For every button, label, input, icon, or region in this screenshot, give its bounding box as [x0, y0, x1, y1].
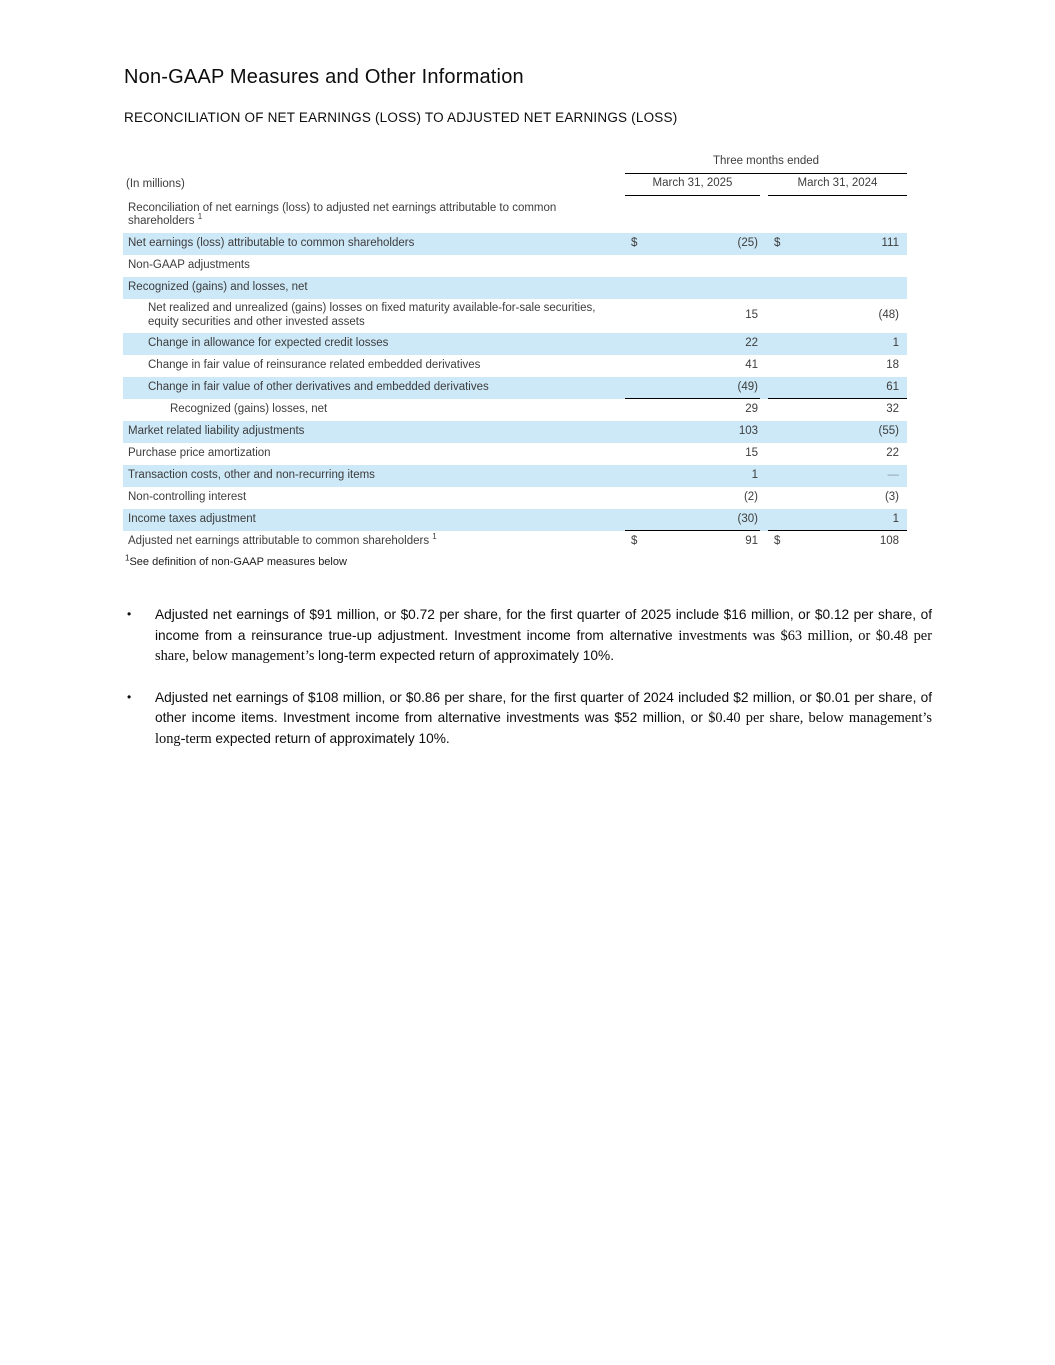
value-column-gap	[760, 531, 768, 553]
bullet-marker: •	[127, 689, 132, 704]
value-cell-2025	[625, 377, 760, 399]
value-text: 103	[738, 425, 758, 438]
table-row	[123, 465, 907, 487]
value-column-gap	[760, 299, 768, 334]
value-cell-2025	[625, 333, 760, 355]
row-label	[123, 333, 625, 355]
value-cell-2025	[625, 198, 760, 233]
value-column-gap	[760, 377, 768, 399]
footnote-superscript: 1	[125, 553, 130, 563]
table-row	[123, 487, 907, 509]
column-gap	[760, 177, 768, 196]
row-label	[123, 299, 625, 334]
row-label	[123, 277, 625, 299]
row-label	[123, 233, 625, 255]
value-cell-2025	[625, 487, 760, 509]
value-cell-2024	[768, 377, 907, 399]
bullet-text-segment: expected return of approximately 10%.	[215, 730, 450, 746]
row-label	[123, 355, 625, 377]
table-row	[123, 233, 907, 255]
value-text: (30)	[737, 512, 758, 525]
value-text: 18	[886, 359, 899, 372]
row-label-text: Change in fair value of reinsurance related embedded derivatives	[148, 359, 481, 371]
table-row	[123, 509, 907, 531]
value-cell-2024	[768, 531, 907, 553]
value-text: 22	[886, 447, 899, 460]
value-column-gap	[760, 509, 768, 531]
currency-symbol: $	[774, 535, 781, 548]
bullet-text	[155, 605, 932, 667]
bullet-item	[124, 688, 932, 750]
row-label-text: Adjusted net earnings attributable to common shareholders $^1$	[128, 532, 437, 547]
value-column-gap	[760, 399, 768, 421]
commentary-bullets	[124, 605, 932, 770]
table-row	[123, 198, 907, 233]
table-row	[123, 443, 907, 465]
value-cell-2024	[768, 255, 907, 277]
value-cell-2024	[768, 233, 907, 255]
value-cell-2025	[625, 443, 760, 465]
column-headers	[625, 177, 907, 196]
value-cell-2025	[625, 277, 760, 299]
row-label-text: Income taxes adjustment	[128, 513, 256, 525]
units-label: (In millions)	[126, 178, 185, 190]
value-cell-2024	[768, 399, 907, 421]
value-cell-2024	[768, 443, 907, 465]
value-cell-2024	[768, 465, 907, 487]
value-cell-2024	[768, 487, 907, 509]
value-text: 1	[751, 469, 758, 482]
value-column-gap	[760, 277, 768, 299]
currency-symbol: $	[631, 535, 638, 548]
value-column-gap	[760, 333, 768, 355]
value-cell-2024	[768, 421, 907, 443]
table-row	[123, 399, 907, 421]
row-label-superscript: 1	[432, 532, 437, 542]
page-title: Non-GAAP Measures and Other Information	[124, 66, 524, 88]
value-text: (2)	[743, 491, 758, 504]
table-row	[123, 377, 907, 399]
value-cell-2024	[768, 277, 907, 299]
value-text: —	[887, 469, 899, 482]
value-text: 61	[886, 380, 899, 393]
row-label	[123, 509, 625, 531]
table-row	[123, 255, 907, 277]
row-label-text: Market related liability adjustments	[128, 425, 305, 437]
row-label-text: Change in allowance for expected credit losses	[148, 337, 389, 349]
value-cell-2025	[625, 255, 760, 277]
value-cell-2025	[625, 299, 760, 334]
row-label	[123, 198, 625, 233]
period-header: Three months ended	[625, 155, 907, 174]
bullet-marker: •	[127, 607, 132, 621]
table-footnote	[125, 553, 347, 570]
value-cell-2025	[625, 233, 760, 255]
value-cell-2025	[625, 421, 760, 443]
value-cell-2025	[625, 531, 760, 553]
value-column-gap	[760, 355, 768, 377]
value-text: 108	[879, 535, 899, 548]
currency-symbol: $	[631, 236, 638, 249]
value-cell-2024	[768, 355, 907, 377]
row-label	[123, 255, 625, 277]
value-text: 15	[745, 447, 758, 460]
bullet-text-segment: Adjusted net earnings of $108 million, or $0.86 per share, for the first quarter of 2024 included $2 million, or $0.01 per share, of other income items. Investment income from alternative investments was $52 million, or	[155, 689, 932, 725]
value-text: (25)	[737, 236, 758, 249]
value-column-gap	[760, 421, 768, 443]
value-text: (3)	[884, 491, 899, 504]
value-text: 32	[886, 403, 899, 416]
value-text: 91	[745, 535, 758, 548]
row-label-text: Non-controlling interest	[128, 491, 247, 503]
value-text: 111	[881, 236, 899, 249]
bullet-text-segment: $0.40 per share, below management’s long-term	[155, 710, 932, 747]
value-text: (55)	[878, 425, 899, 438]
row-label-text: Transaction costs, other and non-recurring items	[128, 469, 375, 481]
value-column-gap	[760, 487, 768, 509]
row-label	[123, 399, 625, 421]
table-row	[123, 531, 907, 553]
value-cell-2025	[625, 509, 760, 531]
value-text: (49)	[737, 380, 758, 393]
column-header-march-31-2025: March 31, 2025	[625, 177, 760, 196]
value-text: 1	[892, 512, 899, 525]
row-label	[123, 443, 625, 465]
bullet-text	[155, 688, 932, 750]
table-row	[123, 299, 907, 334]
footnote-text: See definition of non-GAAP measures below	[129, 556, 347, 568]
row-label-text: Net realized and unrealized (gains) losses on fixed maturity available-for-sale securities, equity securities and other invested assets	[148, 302, 596, 328]
value-column-gap	[760, 255, 768, 277]
value-text: (48)	[878, 309, 899, 321]
section-heading: RECONCILIATION OF NET EARNINGS (LOSS) TO ADJUSTED NET EARNINGS (LOSS)	[124, 110, 678, 125]
value-column-gap	[760, 465, 768, 487]
row-label	[123, 487, 625, 509]
currency-symbol: $	[774, 236, 781, 249]
bullet-item	[124, 605, 932, 667]
value-cell-2025	[625, 399, 760, 421]
table-body	[123, 198, 907, 553]
value-cell-2024	[768, 299, 907, 334]
value-text: 29	[745, 403, 758, 416]
value-text: 22	[745, 337, 758, 350]
row-label-text: Net earnings (loss) attributable to common shareholders	[128, 236, 415, 249]
table-row	[123, 421, 907, 443]
row-label-text: Change in fair value of other derivatives and embedded derivatives	[148, 381, 489, 393]
column-header-march-31-2024: March 31, 2024	[768, 177, 907, 196]
value-cell-2024	[768, 333, 907, 355]
row-label-text: Reconciliation of net earnings (loss) to adjusted net earnings attributable to common shareholders $^1$	[128, 201, 557, 227]
row-label-text: Recognized (gains) losses, net	[170, 403, 328, 415]
value-text: 15	[745, 309, 758, 321]
value-cell-2024	[768, 198, 907, 233]
row-label	[123, 421, 625, 443]
row-label-superscript: 1	[197, 212, 203, 222]
value-column-gap	[760, 198, 768, 233]
value-cell-2025	[625, 465, 760, 487]
row-label-text: Non-GAAP adjustments	[128, 258, 250, 271]
row-label	[123, 465, 625, 487]
bullet-text-segment: Adjusted net earnings of $91 million, or $0.72 per share, for the first quarter of 2025 include $16 million, or $0.12 per share, of income from a reinsurance true-up adjustment. Investment income from alternative	[155, 607, 932, 643]
value-text: 41	[745, 359, 758, 372]
bullet-text-segment: investments was $63 million, or $0.48 per share, below management’s	[155, 627, 932, 664]
row-label	[123, 377, 625, 399]
row-label-text: Purchase price amortization	[128, 447, 271, 459]
table-row	[123, 277, 907, 299]
value-cell-2024	[768, 509, 907, 531]
value-text: 1	[892, 337, 899, 350]
table-row	[123, 333, 907, 355]
table-row	[123, 355, 907, 377]
value-column-gap	[760, 443, 768, 465]
value-cell-2025	[625, 355, 760, 377]
bullet-text-segment: long-term expected return of approximately 10%.	[318, 648, 614, 663]
value-column-gap	[760, 233, 768, 255]
row-label	[123, 531, 625, 553]
row-label-text: Recognized (gains) and losses, net	[128, 280, 308, 293]
